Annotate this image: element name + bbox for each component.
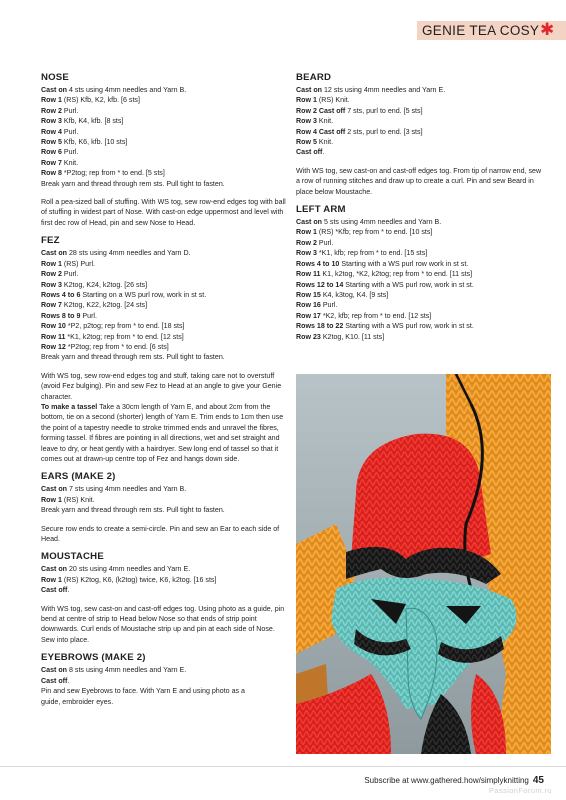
left-arm-heading: LEFT ARM [296,204,346,216]
instruction-line [296,147,546,157]
instruction-label: Rows 12 to 14 [296,280,344,289]
instruction-line [41,665,287,675]
instruction-text: 8 sts using 4mm needles and Yarn E. [67,666,187,675]
instruction-label: Row 1 [41,495,62,504]
instruction-label: Cast on [296,218,323,227]
instruction-text: *K1, k2tog; rep from * to end. [12 sts] [65,332,184,341]
instruction-label: Row 8 [41,169,62,178]
instruction-text: (RS) K2tog, K6, (k2tog) twice, K6, k2tog. [16 sts] [61,575,217,584]
beard-lines [296,85,546,158]
instruction-label: Row 11 [41,332,66,341]
star-icon: ✱ [540,20,555,39]
instruction-label: Row 1 [41,259,62,268]
instruction-text: . [67,676,70,685]
footer-subscribe-text: Subscribe at www.gathered.how/simplyknitting [364,776,529,785]
instruction-label: Cast on [41,485,68,494]
tassel-text: Take a 30cm length of Yarn E, and about 2cm from the bottom, tie on a second (shorter) length of Yarn E. Trim ends to 1cm then use the point of a tapestry needle to stroke trimmed ends and unravel the fibres, forming tassel. If fibres are pointing in all directions, wet and set straight and leave to dry, or heat gently with a hairdryer. Sew long end of tassel so that it comes out at drawn-up centre top of Fez and hangs down side. [41,402,284,463]
fez-tassel-paragraph [41,402,287,464]
instruction-line [41,137,287,147]
right-column [296,72,546,349]
instruction-line [296,259,546,269]
fez-heading: FEZ [41,235,60,247]
instruction-text: 4 sts using 4mm needles and Yarn B. [67,86,187,94]
tassel-label: To make a tassel [41,402,98,411]
instruction-text: K2tog, K22, k2tog. [24 sts] [61,301,148,310]
instruction-text: Starting on a WS purl row, work in st st. [80,290,207,299]
instruction-label: Cast on [296,86,323,94]
instruction-label: Row 11 [296,270,321,279]
instruction-label: Row 1 [296,228,317,237]
instruction-line [41,505,287,515]
instruction-line [41,85,287,95]
instruction-text: *P2tog; rep from * to end. [5 sts] [61,169,165,178]
instruction-line [296,217,546,227]
instruction-text: (RS) Purl. [61,259,95,268]
instruction-line [41,575,287,585]
instruction-line [41,280,287,290]
instruction-label: Row 12 [41,342,66,351]
instruction-text: *K1, kfb; rep from * to end. [15 sts] [316,249,428,258]
instruction-label: Row 4 [41,127,62,136]
instruction-text: Purl. [320,301,338,310]
instruction-text: Knit. [61,158,79,167]
instruction-label: Row 16 [296,301,321,310]
instruction-text: K2tog, K10. [11 sts] [320,332,385,341]
instruction-text: (RS) Kfb, K2, kfb. [6 sts] [61,96,140,105]
instruction-label: Row 1 [296,96,317,105]
instruction-text: Pin and sew Eyebrows to face. With Yarn E and using photo as a [41,687,245,696]
instruction-label: Row 3 [41,280,62,289]
fez-lines [41,248,287,362]
instruction-text: 7 sts, purl to end. [5 sts] [345,106,423,115]
instruction-label: Row 7 [41,158,62,167]
instruction-line [41,495,287,505]
instruction-text: (RS) *Kfb; rep from * to end. [10 sts] [316,228,433,237]
instruction-label: Row 23 [296,332,321,341]
genie-photo [296,374,551,754]
instruction-line [296,227,546,237]
instruction-line [41,342,287,352]
instruction-line [296,127,546,137]
instruction-line [296,280,546,290]
instruction-label: Row 1 [41,575,62,584]
instruction-text: . [322,148,325,157]
page-number: 45 [532,775,544,786]
instruction-line [41,290,287,300]
instruction-text: 20 sts using 4mm needles and Yarn E. [67,565,191,574]
instruction-text: 7 sts using 4mm needles and Yarn B. [67,485,187,494]
instruction-text: K1, k2tog, *K2, k2tog; rep from * to end. [11 sts] [320,270,473,279]
ears-paragraph: Secure row ends to create a semi-circle. Pin and sew an Ear to each side of Head. [41,524,280,544]
instruction-label: Row 10 [41,322,66,331]
ears-lines [41,484,287,515]
instruction-line [296,321,546,331]
instruction-text: *P2tog; rep from * to end. [6 sts] [65,342,169,351]
instruction-line [41,259,287,269]
instruction-line [41,300,287,310]
instruction-text: 5 sts using 4mm needles and Yarn B. [322,218,442,227]
instruction-label: Rows 18 to 22 [296,322,344,331]
instruction-line [296,137,546,147]
instruction-text: Purl. [80,311,97,320]
instruction-label: Rows 8 to 9 [41,311,81,320]
instruction-text: Purl. [316,238,334,247]
instruction-label: Row 1 [41,96,62,105]
eyebrows-heading: EYEBROWS (MAKE 2) [41,652,146,664]
instruction-text: Purl. [61,127,79,136]
instruction-label: Row 15 [296,290,321,299]
footer-rule [0,766,566,767]
instruction-label: Row 6 [41,148,62,157]
beard-paragraph: With WS tog, sew cast-on and cast-off edges tog. From tip of narrow end, sew a row of running stitches and draw up to create a curl. Pin and sew Beard in place below Moustache. [296,166,542,196]
instruction-text: Purl. [61,270,79,279]
instruction-line [296,300,546,310]
instruction-label: Cast off [41,586,68,595]
instruction-label: Row 5 [296,138,317,147]
instruction-text: K4, k3tog, K4. [9 sts] [320,290,389,299]
instruction-label: Row 3 [41,117,62,126]
moustache-lines [41,564,287,595]
instruction-line [41,676,287,686]
instruction-line [41,686,287,696]
instruction-line [41,147,287,157]
instruction-line [296,269,546,279]
instruction-text: guide, embroider eyes. [41,697,114,706]
section-left-arm [296,204,546,342]
instruction-label: Cast on [41,86,68,94]
instruction-text: Starting with a WS purl row work in st st. [339,259,469,268]
instruction-label: Rows 4 to 6 [41,290,81,299]
instruction-line [296,106,546,116]
instruction-line [41,158,287,168]
instruction-text: Kfb, K4, kfb. [8 sts] [61,117,124,126]
instruction-line [296,311,546,321]
instruction-text: Kfb, K6, kfb. [10 sts] [61,138,128,147]
nose-lines [41,85,287,189]
nose-heading: NOSE [41,72,69,83]
moustache-heading: MOUSTACHE [41,551,104,563]
section-fez [41,235,287,464]
instruction-line [41,248,287,258]
instruction-label: Cast on [41,249,68,258]
instruction-line [41,269,287,279]
instruction-line [41,179,287,189]
instruction-text: Break yarn and thread through rem sts. Pull tight to fasten. [41,353,225,362]
instruction-line [41,311,287,321]
nose-paragraph: Roll a pea-sized ball of stuffing. With WS tog, sew row-end edges tog with ball of stuffing in widest part of Nose. With cast-on edge uppermost and level with first dec row of Head, pin and sew Nose to Head. [41,198,286,227]
instruction-text: Break yarn and thread through rem sts. Pull tight to fasten. [41,179,225,188]
instruction-line [41,95,287,105]
instruction-label: Cast on [41,565,68,574]
instruction-line [296,332,546,342]
instruction-text: Purl. [61,106,79,115]
instruction-text: Starting with a WS purl row, work in st st. [343,280,474,289]
instruction-line [41,352,287,362]
instruction-label: Row 2 [41,270,62,279]
instruction-line [41,168,287,178]
instruction-line [296,85,546,95]
instruction-text: Purl. [61,148,79,157]
section-beard [296,72,546,197]
instruction-text: Break yarn and thread through rem sts. Pull tight to fasten. [41,506,225,515]
instruction-line [41,321,287,331]
instruction-label: Row 4 Cast off [296,127,346,136]
instruction-line [41,116,287,126]
ears-heading: EARS (MAKE 2) [41,471,116,483]
instruction-text: 12 sts using 4mm needles and Yarn E. [322,86,446,94]
instruction-text: 28 sts using 4mm needles and Yarn D. [67,249,191,258]
section-nose [41,72,287,228]
instruction-text: Knit. [316,138,334,147]
instruction-label: Rows 4 to 10 [296,259,340,268]
left-column [41,72,287,714]
instruction-line [41,106,287,116]
instruction-text: (RS) Knit. [316,96,350,105]
instruction-text: Starting with a WS purl row, work in st st. [343,322,474,331]
instruction-label: Row 2 [41,106,62,115]
instruction-label: Cast on [41,666,68,675]
beard-heading: BEARD [296,72,332,83]
section-eyebrows [41,652,287,707]
instruction-label: Row 7 [41,301,62,310]
instruction-label: Row 2 [296,238,317,247]
instruction-text: *P2, p2tog; rep from * to end. [18 sts] [65,322,185,331]
instruction-line [41,585,287,595]
instruction-text: Knit. [316,117,334,126]
instruction-label: Cast off [296,148,323,157]
header-title: GENIE TEA COSY [422,23,540,38]
instruction-line [41,332,287,342]
instruction-line [41,484,287,494]
section-ears [41,471,287,544]
instruction-line [41,127,287,137]
fez-paragraph: With WS tog, sew row-end edges tog and stuff, taking care not to overstuff (avoid Fez bulging). Pin and sew Fez to Head at an angle to give your Genie character. [41,371,282,401]
instruction-line [41,564,287,574]
instruction-line [296,238,546,248]
instruction-label: Row 3 [296,249,317,258]
instruction-text: (RS) Knit. [61,495,95,504]
moustache-paragraph: With WS tog, sew cast-on and cast-off edges tog. Using photo as a guide, pin bend at centre of strip to Head below Nose so that ends of strip point downwards. Curl ends of Moustache strip up and pin at each side of Nose. Sew into place. [41,604,285,644]
instruction-line [296,116,546,126]
instruction-text: K2tog, K24, k2tog. [26 sts] [61,280,148,289]
instruction-text: *K2, kfb; rep from * to end. [12 sts] [320,311,432,320]
left-arm-lines [296,217,546,342]
instruction-line [296,95,546,105]
instruction-line [41,697,287,707]
eyebrows-lines [41,665,287,707]
instruction-label: Row 2 Cast off [296,106,346,115]
instruction-label: Row 17 [296,311,321,320]
instruction-label: Row 3 [296,117,317,126]
instruction-line [296,290,546,300]
instruction-line [296,248,546,258]
section-moustache [41,551,287,645]
instruction-text: . [67,586,70,595]
instruction-text: 2 sts, purl to end. [3 sts] [345,127,423,136]
instruction-label: Cast off [41,676,68,685]
watermark: PassionForum.ru [488,786,552,795]
instruction-label: Row 5 [41,138,62,147]
